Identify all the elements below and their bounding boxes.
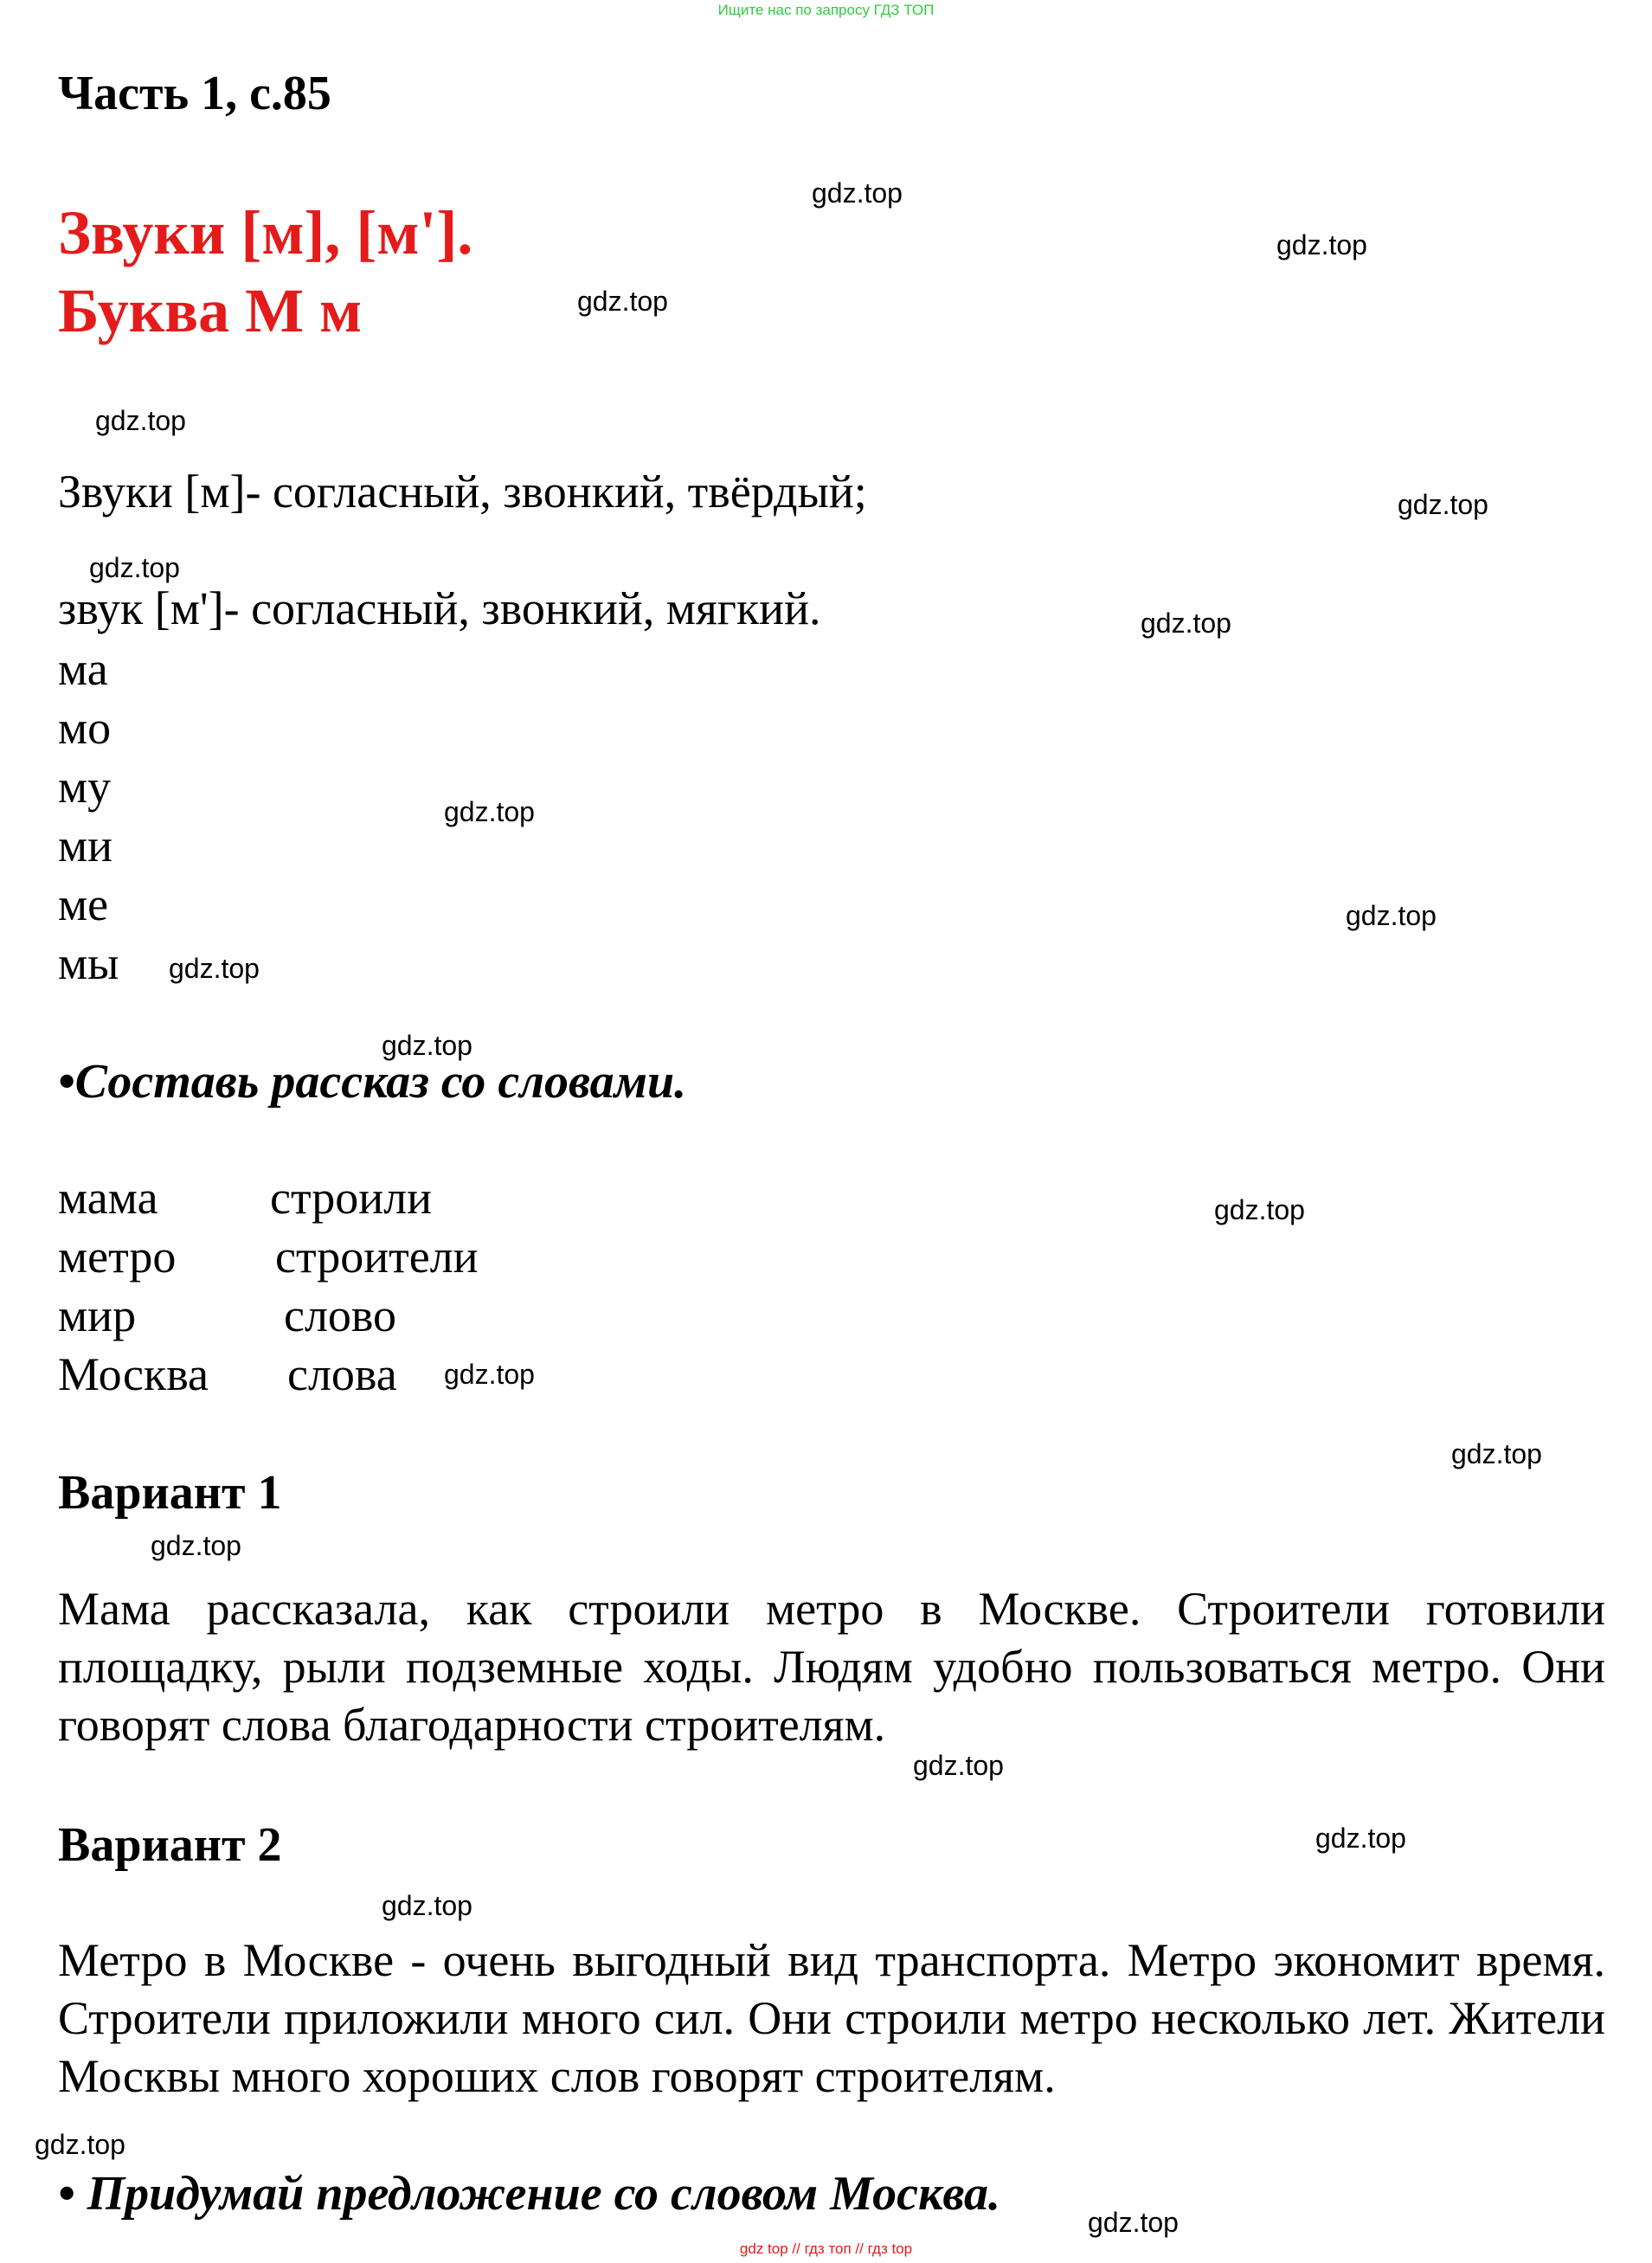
- syllable: ма: [58, 643, 108, 695]
- word-left: метро: [58, 1231, 177, 1283]
- watermark: gdz.top: [1398, 489, 1488, 520]
- watermark: gdz.top: [95, 405, 186, 436]
- watermark: gdz.top: [812, 177, 903, 209]
- watermark: gdz.top: [1141, 608, 1231, 639]
- page-label: Часть 1, с.85: [58, 67, 331, 120]
- watermark: gdz.top: [1276, 229, 1367, 260]
- watermark: gdz.top: [382, 1890, 472, 1921]
- title-line-2: Буква М м: [58, 276, 363, 345]
- word-left: мама: [58, 1172, 158, 1224]
- syllable: ме: [58, 878, 109, 930]
- word-right: слова: [287, 1348, 397, 1400]
- word-right: строители: [275, 1231, 479, 1283]
- watermark: gdz.top: [151, 1530, 241, 1561]
- variant-2-text: Метро в Москве - очень выгодный вид транспорта. Метро экономит время. Строители приложили много сил. Они строили метро несколько лет. Жители Москвы много хороших слов говорят строителям.: [58, 1934, 1605, 2102]
- watermark: gdz.top: [169, 953, 260, 984]
- word-left: Москва: [58, 1348, 209, 1400]
- watermark: gdz.top: [913, 1750, 1004, 1781]
- watermark: gdz.top: [444, 796, 535, 827]
- watermark: gdz.top: [1088, 2207, 1179, 2238]
- syllable: му: [58, 761, 112, 813]
- watermark: gdz.top: [1346, 900, 1437, 931]
- word-left: мир: [58, 1289, 137, 1341]
- sound-soft-description: звук [м']- согласный, звонкий, мягкий.: [58, 582, 821, 634]
- watermark: gdz.top: [89, 552, 180, 583]
- watermark: gdz.top: [1214, 1194, 1305, 1225]
- task-compose-story: •Составь рассказ со словами.: [58, 1055, 687, 1109]
- sound-hard-description: Звуки [м]- согласный, звонкий, твёрдый;: [58, 466, 867, 518]
- syllable: ми: [58, 820, 113, 871]
- watermark: gdz.top: [35, 2129, 125, 2160]
- variant-1-text: Мама рассказала, как строили метро в Москве. Строители готовили площадку, рыли подземные ходы. Людям удобно пользоваться метро. Они говорят слова благодарности строителям.: [58, 1583, 1605, 1751]
- watermark: gdz.top: [577, 286, 668, 317]
- word-right: слово: [284, 1289, 397, 1341]
- watermark: gdz.top: [382, 1030, 472, 1061]
- word-right: строили: [270, 1172, 432, 1224]
- watermark: gdz.top: [444, 1359, 535, 1390]
- syllable: мо: [58, 702, 112, 754]
- watermark: gdz.top: [1451, 1438, 1542, 1469]
- watermark: gdz.top: [1315, 1823, 1406, 1854]
- title-line-1: Звуки [м], [м'].: [58, 198, 473, 267]
- task-invent-sentence: • Придумай предложение со словом Москва.: [58, 2167, 1001, 2221]
- variant-2-heading: Вариант 2: [58, 1818, 282, 1872]
- top-banner[interactable]: Ищите нас по запросу ГДЗ ТОП: [717, 2, 935, 18]
- footer-links[interactable]: gdz top // гдз топ // гдз top: [739, 2240, 913, 2257]
- variant-1-heading: Вариант 1: [58, 1466, 282, 1520]
- syllable: мы: [58, 937, 119, 989]
